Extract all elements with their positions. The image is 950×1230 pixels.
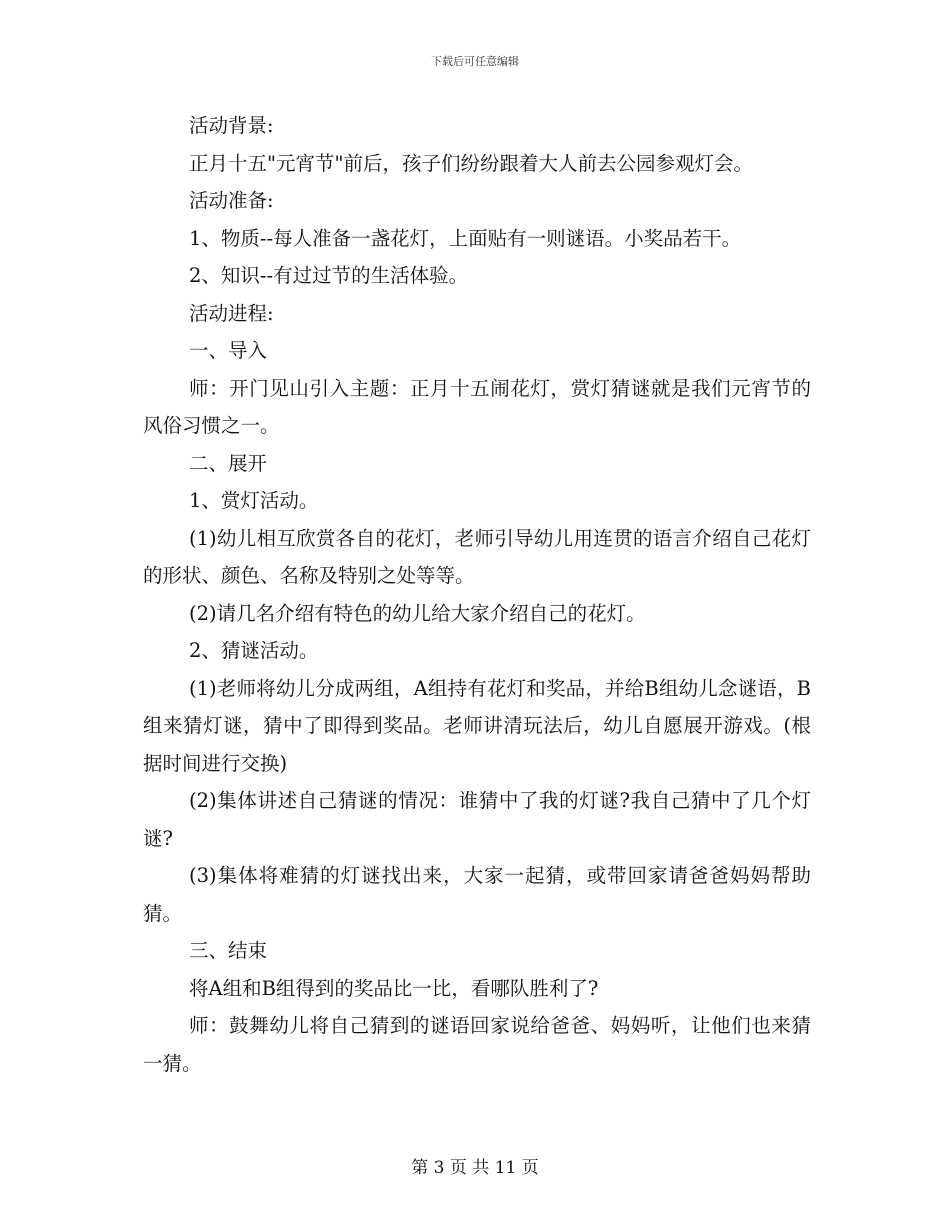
paragraph-riddle-3: (3)集体将难猜的灯谜找出来，大家一起猜，或带回家请爸爸妈妈帮助猜。 (143, 864, 811, 925)
paragraph-intro: 师：开门见山引入主题：正月十五闹花灯，赏灯猜谜就是我们元宵节的风俗习惯之一。 (143, 376, 811, 437)
paragraph-lantern-2: (2)请几名介绍有特色的幼儿给大家介绍自己的花灯。 (189, 601, 646, 625)
paragraph-background: 正月十五"元宵节"前后，孩子们纷纷跟着大人前去公园参观灯会。 (189, 151, 753, 175)
document-body (143, 107, 811, 1082)
heading-background: 活动背景: (189, 114, 274, 137)
subsection-lantern: 1、赏灯活动。 (189, 489, 319, 512)
heading-process: 活动进程: (189, 301, 274, 325)
paragraph-lantern-1: (1)幼儿相互欣赏各自的花灯，老师引导幼儿用连贯的语言介绍自己花灯的形状、颜色、名称及特别之处等等。 (143, 526, 811, 587)
paragraph-riddle-2: (2)集体讲述自己猜谜的情况：谁猜中了我的灯谜?我自己猜中了几个灯谜? (143, 789, 811, 850)
section-intro: 一、导入 (189, 339, 268, 362)
paragraph-end-2: 师：鼓舞幼儿将自己猜到的谜语回家说给爸爸、妈妈听，让他们也来猜一猜。 (143, 1014, 811, 1075)
section-develop: 二、展开 (189, 451, 268, 475)
paragraph-preparation-1: 1、物质--每人准备一盏花灯，上面贴有一则谜语。小奖品若干。 (189, 226, 742, 250)
paragraph-riddle-1: (1)老师将幼儿分成两组，A组持有花灯和奖品，并给B组幼儿念谜语，B组来猜灯谜，猜中了即得到奖品。老师讲清玩法后，幼儿自愿展开游戏。(根据时间进行交换) (143, 676, 811, 775)
subsection-riddle: 2、猜谜活动。 (189, 639, 319, 662)
page-footer: 第 3 页 共 11 页 (411, 1158, 539, 1178)
paragraph-preparation-2: 2、知识--有过过节的生活体验。 (189, 264, 469, 287)
heading-preparation: 活动准备: (189, 189, 274, 212)
section-end: 三、结束 (189, 939, 268, 962)
paragraph-end-1: 将A组和B组得到的奖品比一比，看哪队胜利了? (189, 976, 599, 1000)
page-header: 下载后可任意编辑 (431, 55, 519, 68)
